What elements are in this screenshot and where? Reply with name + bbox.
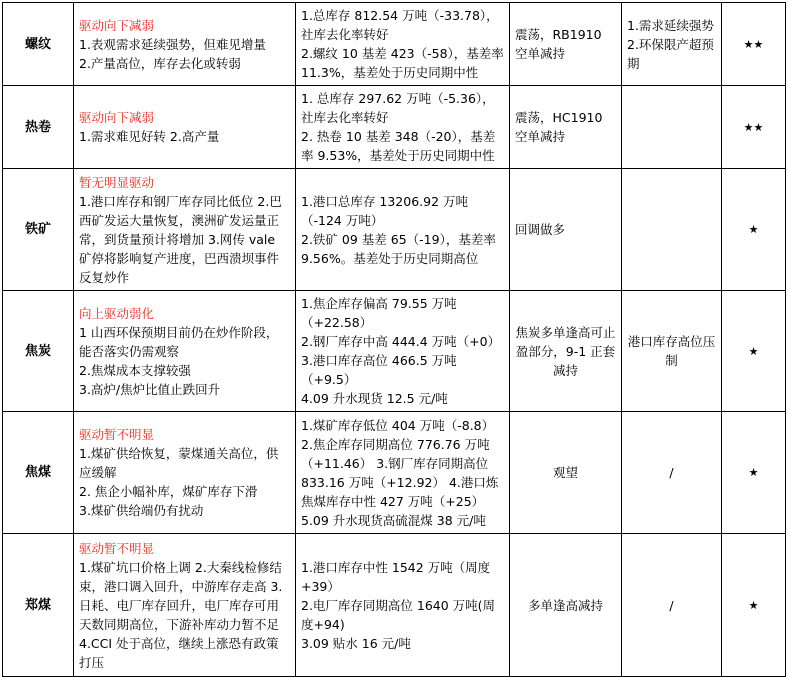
logic-cell [74,86,296,169]
data-line: 2. 热卷 10 基差 348（-20），基差率 9.53%，基差处于历史同期中性 [301,129,496,163]
risk-cell [622,291,722,412]
data-cell [296,534,510,677]
table-row [3,534,786,677]
commodity-name: 焦炭 [3,291,74,412]
risk-line: 港口库存高位压制 [627,334,716,368]
logic-line: 1 山西环保预期目前仍在炒作阶段，能否落实仍需观察 [79,324,279,359]
risk-line: 1.需求延续强势 [627,17,714,33]
logic-cell [74,291,296,412]
data-line: 2.电厂库存同期高位 1640 万吨(周度+94) [301,597,496,632]
data-line: 3.港口库存高位 466.5 万吨（+9.5） [301,353,457,387]
logic-line: 1.港口库存和钢厂库存同比低位 2.巴西矿发运大量恢复，澳洲矿发运量正常，到货量预计将增加 3.网传 vale 矿停将影响复产进度，巴西溃坝事件反复炒作 [79,193,282,285]
table-row [3,86,786,169]
data-line: 1.港口库存中性 1542 万吨（周度+39） [301,559,491,594]
strategy-cell: 震荡，RB1910 空单减持 [510,3,622,86]
strategy-cell: 焦炭多单逢高可止盈部分，9-1 正套减持 [510,291,622,412]
data-line: 1.港口总库存 13206.92 万吨（-124 万吨） [301,193,469,228]
data-line: 1.焦企库存偏高 79.55 万吨（+22.58） [301,296,457,330]
logic-line: 1.表观需求延续强势，但难见增量 [79,36,266,52]
strategy-cell: 观望 [510,412,622,534]
logic-line: 3.高炉/焦炉比值止跌回升 [79,381,221,397]
logic-line: 2.产量高位，库存去化或转弱 [79,55,241,71]
strategy-cell: 震荡，HC1910 空单减持 [510,86,622,169]
data-cell [296,169,510,291]
logic-cell [74,534,296,677]
logic-line: 1.煤矿供给恢复，蒙煤通关高位，供应缓解 [79,446,279,480]
data-cell [296,86,510,169]
risk-cell [622,86,722,169]
commodity-name: 铁矿 [3,169,74,291]
data-cell [296,412,510,534]
table-row [3,3,786,86]
logic-line: 1.煤矿坑口价格上调 2.大秦线检修结束，港口调入回升，中游库存走高 3.日耗、电厂库存回升，电厂库存可用天数同期高位，下游补库动力暂不足 4.CCI 处于高位，继续上涨恐有政策打压 [79,559,283,670]
data-line: 1.煤矿库存低位 404 万吨（-8.8） [301,417,495,433]
data-line: 2.焦企库存同期高位 776.76 万吨（+11.46） 3.钢厂库存同期高位 833.16 万吨（+12.92） 4.港口炼焦煤库存中性 427 万吨（+25） [301,436,499,509]
data-line: 3.09 贴水 16 元/吨 [301,635,411,651]
risk-cell [622,534,722,677]
data-line: 4.09 升水现货 12.5 元/吨 [301,391,448,406]
logic-cell [74,412,296,534]
data-line: 2.铁矿 09 基差 65（-19），基差率 9.56%。基差处于历史同期高位 [301,231,496,266]
commodity-name: 焦煤 [3,412,74,534]
logic-line: 1.需求难见好转 2.高产量 [79,129,220,144]
risk-cell [622,169,722,291]
rating-stars: ★ [722,169,786,291]
logic-headline: 暂无明显驱动 [79,174,155,190]
rating-stars: ★★ [722,3,786,86]
commodity-name: 螺纹 [3,3,74,86]
logic-headline: 驱动暂不明显 [79,540,155,556]
data-cell [296,291,510,412]
data-line: 2.钢厂库存中高 444.4 万吨（+0） [301,334,501,349]
table-row [3,412,786,534]
logic-headline: 驱动向下减弱 [79,110,155,125]
data-line: 5.09 升水现货高硫混煤 38 元/吨 [301,512,486,528]
logic-line: 2. 焦企小幅补库，煤矿库存下滑 [79,484,258,499]
table-row [3,169,786,291]
risk-line: 2.环保限产超预期 [627,36,714,71]
data-line: 2.螺纹 10 基差 423（-58），基差率 11.3%，基差处于历史同期中性 [301,46,504,80]
rating-stars: ★ [722,412,786,534]
risk-line: / [669,465,674,480]
rating-stars: ★ [722,534,786,677]
logic-line: 2.焦煤成本支撑较强 [79,362,191,378]
rating-stars: ★★ [722,86,786,169]
logic-headline: 向上驱动弱化 [79,305,155,321]
data-line: 1.总库存 812.54 万吨（-33.78），社库去化率转好 [301,8,499,42]
risk-line: / [669,597,674,613]
commodity-table [2,2,786,677]
logic-headline: 驱动向下减弱 [79,17,155,33]
logic-line: 3.煤矿供给端仍有扰动 [79,503,204,518]
strategy-cell: 回调做多 [510,169,622,291]
logic-headline: 驱动暂不明显 [79,427,155,442]
data-line: 1. 总库存 297.62 万吨（-5.36），社库去化率转好 [301,91,495,125]
rating-stars: ★ [722,291,786,412]
logic-cell [74,3,296,86]
commodity-name: 郑煤 [3,534,74,677]
data-cell [296,3,510,86]
risk-cell [622,3,722,86]
risk-cell [622,412,722,534]
table-row [3,291,786,412]
logic-cell [74,169,296,291]
commodity-name: 热卷 [3,86,74,169]
strategy-cell: 多单逢高减持 [510,534,622,677]
